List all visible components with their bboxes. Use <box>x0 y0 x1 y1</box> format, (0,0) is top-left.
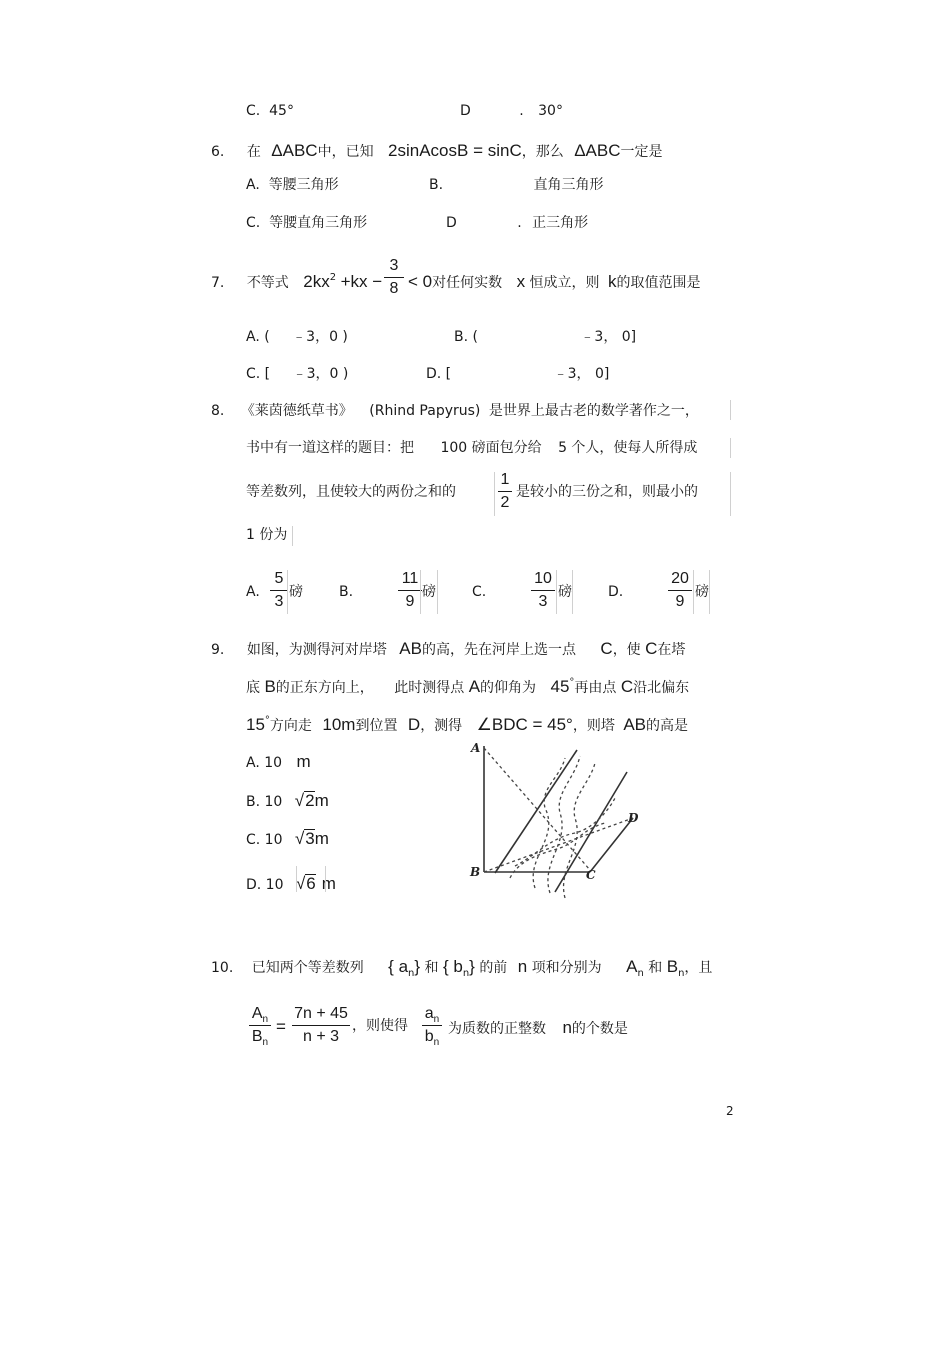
distance: 10m <box>322 715 356 734</box>
text: 在 <box>246 144 261 160</box>
scan-artifact <box>572 570 573 614</box>
q8-option-d-fraction <box>668 571 692 610</box>
q8-option-c-fraction <box>531 571 555 610</box>
numerator: 11 <box>401 570 419 587</box>
text: ，那么 <box>521 144 564 160</box>
option-dot: . <box>517 215 522 231</box>
label-b: B <box>470 865 481 879</box>
text: 100 磅面包分给 <box>440 440 542 456</box>
option-label: B. ( <box>454 329 478 345</box>
q9-option-a <box>246 753 311 770</box>
q8-option-b-unit <box>422 585 436 599</box>
option-label: D. 10 <box>246 877 284 893</box>
text: (Rhind Papyrus) <box>369 403 481 419</box>
q9-option-d: D. 10 √6 m <box>246 874 336 893</box>
variable: k <box>607 272 617 291</box>
q9-line-1 <box>211 640 685 657</box>
q8-option-a-fraction <box>270 571 288 610</box>
option-dot: . <box>519 103 524 119</box>
option-text: 正三角形 <box>532 215 589 231</box>
scan-artifact <box>693 570 694 614</box>
q7-option-a <box>246 330 348 344</box>
option-value: ﹣3，0 ) <box>292 366 349 382</box>
math: < 0 <box>408 272 433 291</box>
equals-sign: = <box>276 1017 286 1036</box>
degree: ° <box>264 715 270 726</box>
q7-stem <box>211 273 382 290</box>
scan-artifact <box>325 866 326 892</box>
option-label: C. 10 <box>246 832 283 848</box>
option-label: C. <box>472 584 487 600</box>
label-a: A <box>471 741 481 755</box>
scan-artifact <box>292 526 293 546</box>
variable: B <box>264 677 276 696</box>
denominator: 3 <box>274 593 284 610</box>
numerator: 3 <box>389 257 399 274</box>
unit: m <box>314 791 329 810</box>
text: 不等式 <box>246 275 289 291</box>
q7-stem-tail <box>408 273 700 290</box>
variable: AB <box>399 639 422 658</box>
exponent: 2 <box>329 272 337 283</box>
q5-option-d <box>460 104 563 118</box>
text: 如图，为测得河对岸塔 <box>246 642 387 658</box>
sequence: { b <box>442 957 463 976</box>
text: 方向走 <box>269 718 312 734</box>
numerator: 7n + 45 <box>294 1005 348 1022</box>
option-label: A. ( <box>246 329 270 345</box>
text: 在塔 <box>657 642 686 658</box>
q8-option-b-fraction <box>398 571 422 610</box>
option-value: 30° <box>538 103 563 119</box>
subscript: n <box>408 968 415 979</box>
option-value: ﹣3， 0] <box>580 329 637 345</box>
q7-option-b <box>454 330 636 344</box>
tower-river-figure <box>465 738 645 906</box>
text: 的取值范围是 <box>616 275 701 291</box>
brace: } <box>414 957 421 976</box>
fraction-bar <box>422 1025 442 1026</box>
q8-fraction-half <box>498 472 512 511</box>
subscript: n <box>433 1014 440 1025</box>
text: 和 <box>648 960 663 976</box>
option-label: B. <box>429 177 444 193</box>
text: 沿北偏东 <box>633 680 690 696</box>
text: 此时测得点 <box>394 680 465 696</box>
scan-artifact <box>730 400 731 420</box>
question-number: 10. <box>211 960 234 976</box>
text: ，则使得 <box>352 1018 408 1034</box>
unit: m <box>321 874 336 893</box>
fraction-bar <box>384 277 404 278</box>
q9-option-b: B. 10 √2m <box>246 791 329 810</box>
scan-artifact <box>420 570 421 614</box>
degree: ° <box>569 677 575 688</box>
q9-option-c: C. 10 √3m <box>246 829 329 848</box>
label-c: C <box>586 868 596 882</box>
text: 《莱茵德纸草书》 <box>240 403 353 419</box>
unit: 磅 <box>289 584 303 600</box>
scan-artifact <box>296 866 297 892</box>
variable: n <box>562 1018 572 1037</box>
variable: A <box>468 677 481 696</box>
variable: n <box>517 957 528 976</box>
question-number: 9. <box>211 642 225 658</box>
text: 底 <box>246 680 260 696</box>
numerator: 1 <box>500 471 510 488</box>
option-label: C. <box>246 103 261 119</box>
label-d: D <box>628 811 639 825</box>
q7-option-c <box>246 367 348 381</box>
variable: D <box>407 715 421 734</box>
q6-option-b <box>429 178 604 192</box>
q10-text-f <box>448 1019 628 1036</box>
question-number: 8. <box>211 403 225 419</box>
variable: x <box>516 272 526 291</box>
text: 的高是 <box>646 718 688 734</box>
text: 已知两个等差数列 <box>251 960 364 976</box>
q8-option-a-unit <box>289 585 303 599</box>
q8-line-2 <box>246 441 697 455</box>
option-label: A. <box>246 584 260 600</box>
q7-fraction <box>384 258 404 297</box>
page-number: 2 <box>726 1104 734 1118</box>
text: ，使 <box>612 642 641 658</box>
scan-artifact <box>494 472 495 516</box>
river-bank-1 <box>495 750 577 873</box>
q10-fraction-ratio <box>292 1006 350 1045</box>
triangle-abc: ΔABC <box>271 141 318 160</box>
q8-option-c-unit <box>558 585 572 599</box>
option-label: D. <box>608 584 624 600</box>
math: +kx − <box>340 272 383 291</box>
number: 45 <box>550 677 570 696</box>
variable: B <box>666 957 679 976</box>
option-label: D <box>446 215 457 231</box>
numerator: 5 <box>274 570 284 587</box>
subscript: n <box>462 968 470 979</box>
q5-option-c <box>246 104 294 118</box>
numerator: 10 <box>534 570 552 587</box>
unit: 磅 <box>558 584 572 600</box>
text: 到位置 <box>355 718 398 734</box>
option-label: D <box>460 103 471 119</box>
q9-line-3 <box>246 716 688 733</box>
text: 等差数列，且使较大的两份之和的 <box>246 484 456 500</box>
fraction-bar <box>498 491 512 492</box>
q10-stem <box>211 957 713 979</box>
option-value: ﹣3，0 ) <box>292 329 348 345</box>
subscript: n <box>433 1037 440 1048</box>
variable: C <box>645 639 658 658</box>
angle-formula: ∠BDC = 45° <box>476 715 573 734</box>
radicand: 2 <box>305 791 315 810</box>
unit: 磅 <box>695 584 709 600</box>
question-number: 6. <box>211 144 225 160</box>
option-text: 等腰三角形 <box>268 177 339 193</box>
scan-artifact <box>730 438 731 458</box>
q6-option-c <box>246 216 367 230</box>
math: 2kx <box>303 272 330 291</box>
denominator: 2 <box>500 494 510 511</box>
question-number: 7. <box>211 275 225 291</box>
text: ，且 <box>684 960 713 976</box>
text: 的高，先在河岸上选一点 <box>421 642 576 658</box>
triangle-abc: ΔABC <box>574 141 621 160</box>
q10-text-e <box>352 1019 408 1033</box>
scan-artifact <box>437 570 438 614</box>
numerator: A <box>251 1005 263 1022</box>
text: 1 份为 <box>246 527 288 543</box>
text: 和 <box>424 960 439 976</box>
text: ，测得 <box>420 718 463 734</box>
q6-stem <box>211 142 663 159</box>
formula: 2sinAcosB = sinC <box>388 141 522 160</box>
q6-option-d <box>446 216 588 230</box>
q8-option-a-label <box>246 585 260 599</box>
brace: } <box>469 957 475 976</box>
option-value: ﹣3， 0] <box>553 366 610 382</box>
q7-option-d <box>426 367 609 381</box>
option-value: 45° <box>269 103 294 119</box>
number: 15 <box>246 715 265 734</box>
variable: C <box>600 639 613 658</box>
text: 的个数是 <box>571 1021 628 1037</box>
radicand: 6 <box>306 874 316 893</box>
q8-line-3a <box>246 485 456 499</box>
text: 5 个人，使每人所得成 <box>558 440 698 456</box>
text: 是较小的三份之和，则最小的 <box>516 484 698 500</box>
fraction-bar <box>292 1025 350 1026</box>
denominator: 3 <box>538 593 548 610</box>
q8-option-d-unit <box>695 585 709 599</box>
text: 的正东方向上， <box>275 680 374 696</box>
variable: A <box>626 957 638 976</box>
text: 书中有一道这样的题目：把 <box>246 440 414 456</box>
denominator: 9 <box>675 593 685 610</box>
numerator: a <box>424 1005 434 1022</box>
unit: 磅 <box>422 584 436 600</box>
text: 一定是 <box>620 144 663 160</box>
text: 再由点 <box>574 680 617 696</box>
radicand: 3 <box>305 829 315 848</box>
fraction-bar <box>398 590 422 591</box>
q6-option-a <box>246 178 339 192</box>
q8-line-1 <box>211 404 699 418</box>
q8-option-c-label <box>472 585 486 599</box>
option-label: B. <box>339 584 354 600</box>
option-text: 直角三角形 <box>533 177 604 193</box>
option-label: A. <box>246 177 260 193</box>
fraction-bar <box>668 590 692 591</box>
q10-fraction-an-bn <box>249 1005 271 1048</box>
q8-line-4 <box>246 528 287 542</box>
text: 中，已知 <box>317 144 374 160</box>
text: 项和分别为 <box>531 960 602 976</box>
subscript: n <box>262 1037 269 1048</box>
q10-fraction-a-b <box>422 1005 442 1048</box>
q8-line-3b <box>516 485 698 499</box>
fraction-bar <box>249 1025 271 1026</box>
variable: C <box>620 677 634 696</box>
scan-artifact <box>556 570 557 614</box>
denominator: b <box>424 1028 434 1045</box>
option-label: B. 10 <box>246 794 283 810</box>
sequence: { a <box>388 957 409 976</box>
text: 的前 <box>479 960 508 976</box>
denominator: n + 3 <box>302 1028 340 1045</box>
option-text: 等腰直角三角形 <box>269 215 368 231</box>
text: 恒成立，则 <box>529 275 600 291</box>
q8-option-d-label <box>608 585 623 599</box>
option-label: C. <box>246 215 261 231</box>
subscript: n <box>678 968 685 979</box>
text: ，则塔 <box>572 718 615 734</box>
q8-option-b-label <box>339 585 353 599</box>
q9-line-2 <box>246 678 689 695</box>
fraction-bar <box>531 590 555 591</box>
subscript: n <box>262 1014 269 1025</box>
option-label: A. 10 <box>246 755 283 771</box>
unit: m <box>314 829 329 848</box>
denominator: 9 <box>405 593 415 610</box>
text: 是世界上最古老的数学著作之一， <box>488 403 699 419</box>
text: 的仰角为 <box>480 680 537 696</box>
text: 为质数的正整数 <box>448 1021 546 1037</box>
denominator: 8 <box>389 280 399 297</box>
fraction-bar <box>270 590 288 591</box>
text: 对任何实数 <box>432 275 503 291</box>
subscript: n <box>637 968 644 979</box>
scan-artifact <box>730 472 731 516</box>
unit: m <box>296 752 311 771</box>
option-label: C. [ <box>246 366 271 382</box>
denominator: B <box>251 1028 263 1045</box>
scan-artifact <box>709 570 710 614</box>
option-label: D. [ <box>426 366 452 382</box>
scan-artifact <box>287 570 288 614</box>
variable: AB <box>623 715 646 734</box>
numerator: 20 <box>671 570 689 587</box>
